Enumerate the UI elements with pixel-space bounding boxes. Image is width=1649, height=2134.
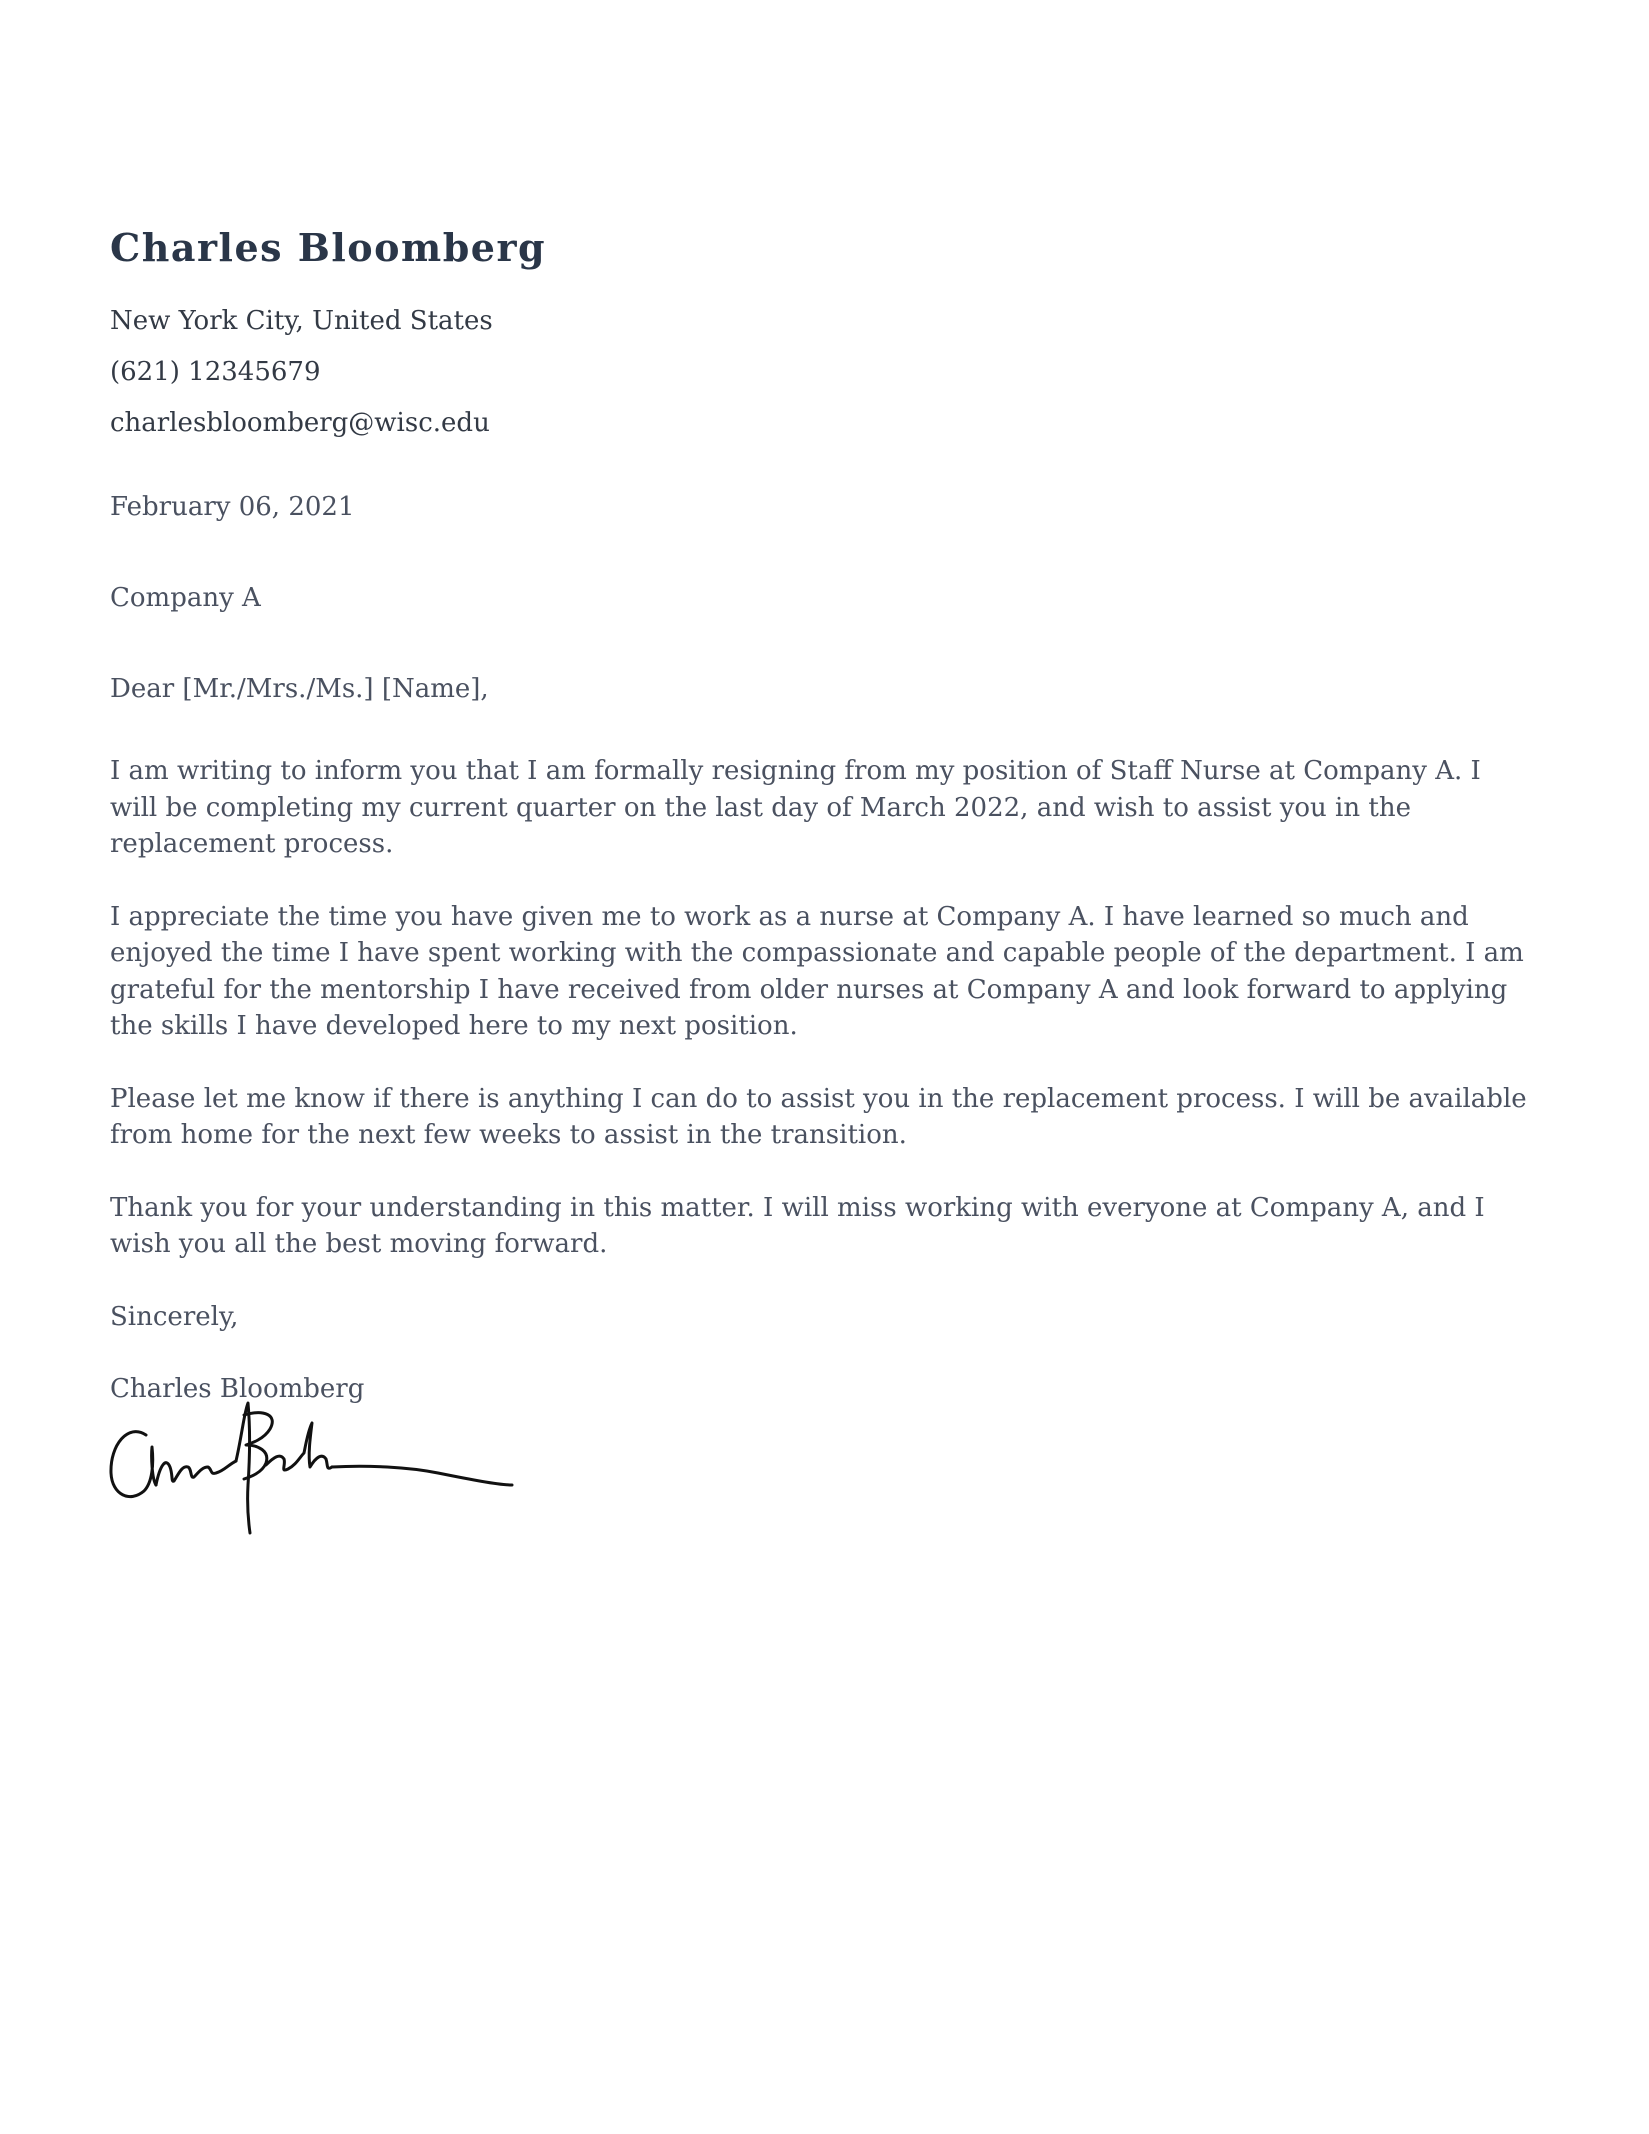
letter-date: February 06, 2021 [110, 492, 355, 522]
sender-email: charlesbloomberg@wisc.edu [110, 408, 490, 438]
letter-content [110, 222, 1530, 1407]
body-paragraph: I appreciate the time you have given me to work as a nurse at Company A. I have learned so much and enjoyed the time I have spent working with the compassionate and capable people of the department. I am grateful for the mentorship I have received from older nurses at Company A and look forward to applying the skills I have developed here to my next position. [110, 901, 1524, 1041]
sender-name: Charles Bloomberg [110, 225, 547, 270]
closing: Sincerely, [110, 1301, 239, 1332]
sender-location: New York City, United States [110, 306, 493, 336]
body-paragraph: Thank you for your understanding in this matter. I will miss working with everyone at Company A, and I wish you all the best moving forward. [110, 1192, 1485, 1259]
signed-name: Charles Bloomberg [110, 1373, 365, 1404]
handwritten-signature-icon [108, 1395, 518, 1535]
sender-phone: (621) 12345679 [110, 357, 321, 387]
body-paragraph: I am writing to inform you that I am formally resigning from my position of Staff Nurse at Company A. I will be completing my current quarter on the last day of March 2022, and wish to assist you in the replacement process. [110, 756, 1481, 859]
recipient-company: Company A [110, 583, 261, 613]
body-paragraph: Please let me know if there is anything I can do to assist you in the replacement process. I will be available from home for the next few weeks to assist in the transition. [110, 1083, 1527, 1150]
salutation: Dear [Mr./Mrs./Ms.] [Name], [110, 674, 489, 704]
